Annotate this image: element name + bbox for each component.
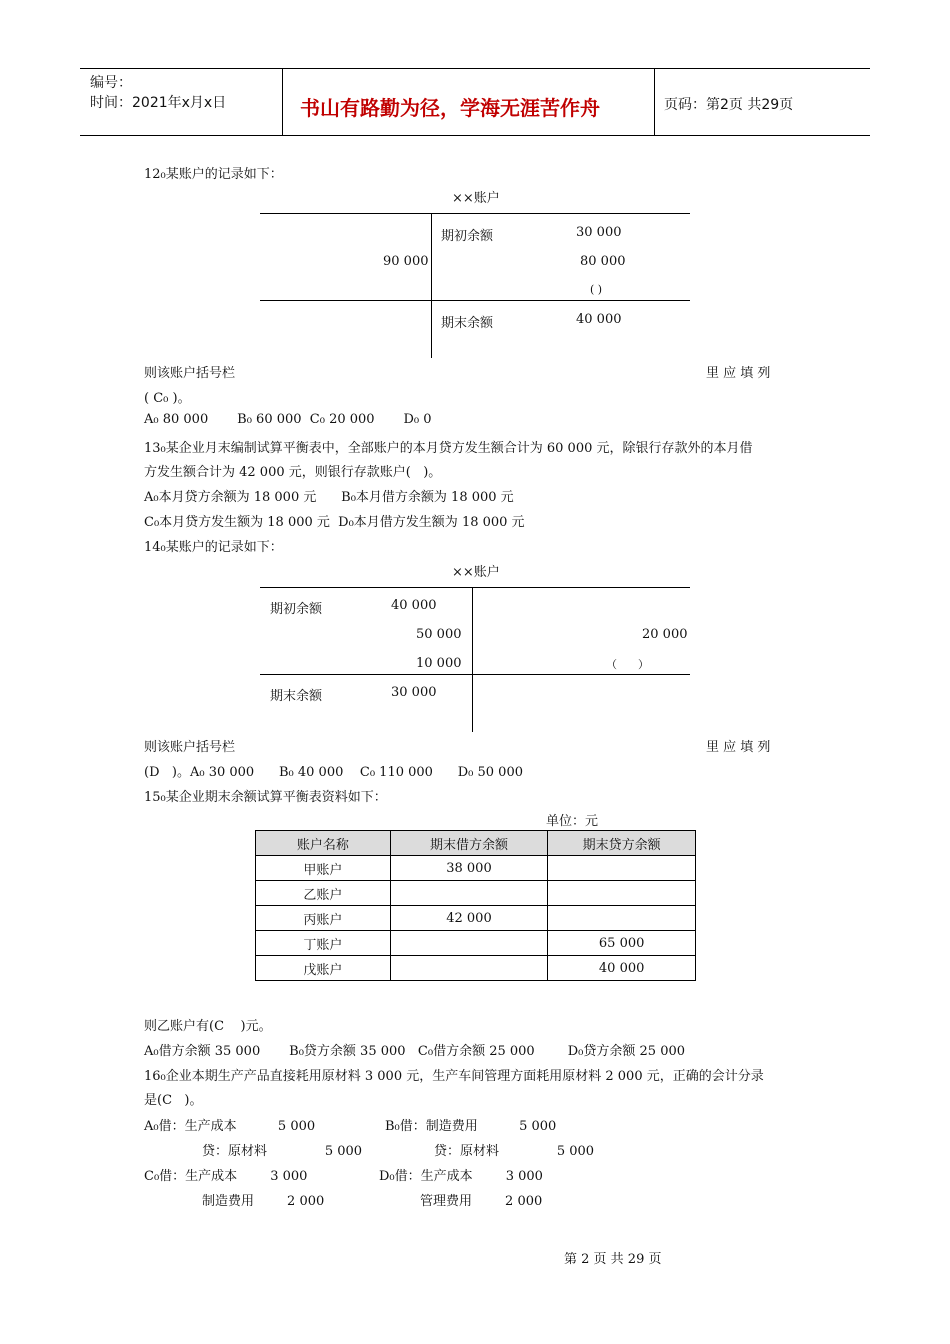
q16-line2: 是(C )。 (144, 1093, 203, 1108)
header-divider-1 (282, 68, 283, 136)
table-cell (548, 906, 696, 931)
table-cell: 丁账户 (256, 931, 391, 956)
q13-line1: 13₀某企业月末编制试算平衡表中，全部账户的本月贷方发生额合计为 60 000 元，除银行存款外的本月借 (144, 441, 753, 456)
q15-stem: 15₀某企业期末余额试算平衡表资料如下： (144, 790, 387, 805)
q14-answer-options: (D )。A₀ 30 000 B₀ 40 000 C₀ 110 000 D₀ 50 000 (144, 765, 523, 780)
table-cell (390, 956, 548, 981)
table-header-cell: 期末贷方余额 (548, 831, 696, 856)
page-footer: 第 2 页 共 29 页 (564, 1252, 662, 1267)
q16-option-b-line2: 贷：原材料 5 000 (434, 1144, 595, 1159)
q16-option-c-line2: 制造费用 2 000 (202, 1194, 325, 1209)
q12-t-account-top (260, 213, 690, 214)
q14-question-left: 则该账户括号栏 (144, 740, 236, 755)
header-divider-2 (654, 68, 655, 136)
header-page-info: 页码：第2页 共29页 (664, 97, 794, 113)
q14-question-right: 里 应 填 列 (706, 740, 771, 755)
table-cell (390, 881, 548, 906)
q14-right-amount: 20 000 (642, 627, 688, 642)
q12-question-left: 则该账户括号栏 (144, 366, 236, 381)
q15-answer: 则乙账户有(C )元。 (144, 1019, 272, 1034)
q14-left-amount-1: 50 000 (416, 627, 462, 642)
q12-options: A₀ 80 000 B₀ 60 000 C₀ 20 000 D₀ 0 (144, 412, 432, 427)
q12-opening-label: 期初余额 (441, 229, 494, 244)
q16-line1: 16₀企业本期生产产品直接耗用原材料 3 000 元，生产车间管理方面耗用原材料 2 000 元，正确的会计分录 (144, 1069, 764, 1084)
q12-closing-amount: 40 000 (576, 312, 622, 327)
q12-blank: ( ) (590, 283, 603, 296)
header-time-label: 时间：2021年x月x日 (90, 95, 227, 111)
q12-opening-amount: 30 000 (576, 225, 622, 240)
q13-line2: 方发生额合计为 42 000 元，则银行存款账户( )。 (144, 465, 442, 480)
q12-question-right: 里 应 填 列 (706, 366, 771, 381)
table-cell: 甲账户 (256, 856, 391, 881)
table-row (256, 931, 696, 956)
table-cell: 38 000 (390, 856, 548, 881)
table-header-cell: 期末借方余额 (390, 831, 548, 856)
q15-options: A₀借方余额 35 000 B₀贷方余额 35 000 C₀借方余额 25 000 D₀贷方余额 25 000 (144, 1044, 686, 1059)
q12-account-title: ××账户 (452, 191, 500, 206)
table-cell: 戊账户 (256, 956, 391, 981)
table-cell: 40 000 (548, 956, 696, 981)
q12-stem: 12₀某账户的记录如下： (144, 167, 283, 182)
table-cell: 乙账户 (256, 881, 391, 906)
header-top-rule (80, 68, 870, 69)
table-cell (548, 856, 696, 881)
q12-t-account-vertical (431, 213, 432, 358)
q12-closing-label: 期末余额 (441, 316, 494, 331)
q14-t-account-mid (260, 674, 690, 675)
q14-blank: （ ） (606, 658, 649, 671)
q14-stem: 14₀某账户的记录如下： (144, 540, 283, 555)
table-row (256, 956, 696, 981)
q14-opening-amount: 40 000 (391, 598, 437, 613)
q14-opening-label: 期初余额 (270, 602, 323, 617)
q12-left-amount: 90 000 (383, 254, 429, 269)
trial-balance-table (255, 830, 696, 981)
q13-options1: A₀本月贷方余额为 18 000 元 B₀本月借方余额为 18 000 元 (144, 490, 514, 505)
q14-account-title: ××账户 (452, 565, 500, 580)
q12-t-account-mid (260, 300, 690, 301)
q16-option-a-line1: A₀借：生产成本 5 000 (144, 1119, 316, 1134)
table-header-row (256, 831, 696, 856)
header-number-label: 编号： (90, 75, 132, 91)
q14-closing-amount: 30 000 (391, 685, 437, 700)
header-motto: 书山有路勤为径，学海无涯苦作舟 (300, 96, 600, 120)
q16-option-b-line1: B₀借：制造费用 5 000 (385, 1119, 557, 1134)
q16-option-c-line1: C₀借：生产成本 3 000 (144, 1169, 308, 1184)
q13-options2: C₀本月贷方发生额为 18 000 元 D₀本月借方发生额为 18 000 元 (144, 515, 525, 530)
table-row (256, 906, 696, 931)
header-bottom-rule (80, 135, 870, 136)
table-cell: 65 000 (548, 931, 696, 956)
q15-unit: 单位：元 (546, 814, 599, 829)
q16-option-d-line1: D₀借：生产成本 3 000 (379, 1169, 543, 1184)
table-row (256, 856, 696, 881)
table-row (256, 881, 696, 906)
q14-left-amount-2: 10 000 (416, 656, 462, 671)
table-cell: 丙账户 (256, 906, 391, 931)
q14-t-account-top (260, 587, 690, 588)
q16-option-d-line2: 管理费用 2 000 (420, 1194, 543, 1209)
table-cell (548, 881, 696, 906)
q14-closing-label: 期末余额 (270, 689, 323, 704)
table-header-cell: 账户名称 (256, 831, 391, 856)
table-cell (390, 931, 548, 956)
table-cell: 42 000 (390, 906, 548, 931)
q16-option-a-line2: 贷：原材料 5 000 (202, 1144, 363, 1159)
q12-right-amount: 80 000 (580, 254, 626, 269)
q12-answer: ( C₀ )。 (144, 391, 191, 406)
q14-t-account-vertical (472, 587, 473, 732)
